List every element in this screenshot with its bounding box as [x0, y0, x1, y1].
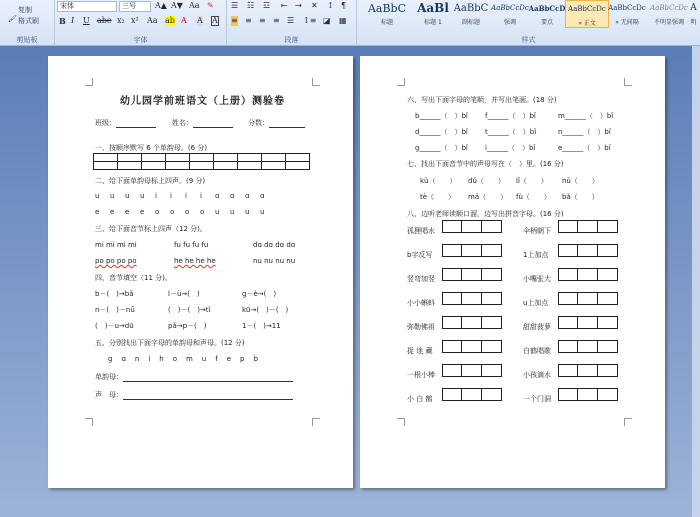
page-1[interactable]	[48, 56, 353, 488]
corner-mark	[624, 78, 632, 86]
style-strong[interactable]: AaBbCcD 要点	[528, 4, 566, 26]
vowels-field[interactable]: 单韵母：	[95, 372, 293, 382]
q2-letter: u	[110, 192, 115, 200]
q2-row-2	[95, 208, 275, 216]
page-2[interactable]	[360, 56, 665, 488]
q6-item: t______（ ）bǐ	[485, 128, 537, 136]
q8-answer-boxes[interactable]	[558, 244, 618, 257]
q2-letter: ɑ	[215, 192, 220, 200]
q2-letter: i	[185, 192, 187, 200]
font-name-select[interactable]: 宋体	[57, 1, 117, 12]
q8-answer-boxes[interactable]	[442, 316, 502, 329]
q2-letter: e	[95, 208, 100, 216]
q8-answer-boxes[interactable]	[558, 340, 618, 353]
q2-letter: o	[185, 208, 190, 216]
q4-item: ( )－u→dū	[95, 322, 134, 330]
corner-mark	[312, 418, 320, 426]
q8-answer-boxes[interactable]	[442, 388, 502, 401]
q2-letter: o	[170, 208, 175, 216]
paragraph-group	[227, 0, 357, 46]
corner-mark	[85, 78, 93, 86]
q2-letter: i	[200, 192, 202, 200]
styles-group	[357, 0, 700, 46]
q2-letter: u	[95, 192, 100, 200]
format-painter-button[interactable]: 格式刷	[18, 17, 39, 25]
bold-icon[interactable]: B	[59, 16, 66, 26]
q3-syllables: fu fu fu fu	[174, 241, 209, 249]
q2-letter: u	[140, 192, 145, 200]
q8-phrase: 竖弯加竖	[407, 275, 435, 283]
corner-mark	[397, 418, 405, 426]
font-size-select[interactable]: 三号	[119, 1, 151, 12]
multilevel-list-icon[interactable]: ☲	[263, 1, 271, 10]
chinese-layout-icon[interactable]: ✕	[311, 1, 318, 10]
style-normal[interactable]: AaBbCcDc » 正文	[565, 0, 609, 28]
q8-phrase: 小 白 鹅	[407, 395, 433, 403]
grow-font-icon[interactable]: A▲	[155, 1, 167, 10]
question-4: 四、音节填空（11 分)。	[95, 274, 172, 282]
style-more[interactable]: A 明	[690, 3, 697, 26]
q6-item: i______（ ）bǐ	[485, 144, 536, 152]
highlight-icon[interactable]: ab	[165, 16, 175, 25]
numbering-icon[interactable]: ☷	[247, 1, 255, 10]
q7-item: mǎ（ ）	[468, 193, 508, 201]
q4-item: n－( )－nǚ	[95, 306, 135, 314]
q8-phrase: 小嘴张大	[523, 275, 551, 283]
q8-phrase: b字反写	[407, 251, 433, 259]
q4-item: g－è→( )	[242, 290, 277, 298]
clear-format-icon[interactable]: ✎	[207, 1, 214, 10]
line-spacing-icon[interactable]: ↕≡	[303, 16, 317, 25]
format-painter-icon: 🖌	[8, 15, 17, 23]
q8-phrase: 一个门洞	[523, 395, 551, 403]
q2-letter: ɑ	[260, 192, 265, 200]
q8-phrase: 伞柄朝下	[523, 227, 551, 235]
q6-item: e______（ ）bǐ	[558, 144, 611, 152]
q4-item: 1－( )→11	[242, 322, 281, 330]
q8-answer-boxes[interactable]	[558, 388, 618, 401]
q8-answer-boxes[interactable]	[442, 292, 502, 305]
q4-item: l－ù→( )	[168, 290, 200, 298]
shading-icon[interactable]: ◪	[323, 16, 331, 25]
q2-letter: u	[260, 208, 265, 216]
question-8: 八、边听老师读顺口溜，边写出拼音字母。(16 分)	[407, 210, 564, 218]
subscript-icon[interactable]: x₂	[117, 16, 125, 25]
q8-answer-boxes[interactable]	[558, 364, 618, 377]
q8-phrase: 捉 迷 藏	[407, 347, 433, 355]
q2-letter: e	[110, 208, 115, 216]
text-effect-icon[interactable]: Aa	[147, 16, 158, 25]
q8-phrase: 弥勒佛祖	[407, 323, 435, 331]
style-subtitle[interactable]: AaBbC 副标题	[453, 3, 489, 26]
q4-item: kū→( )－( )	[242, 306, 289, 314]
q3-syllables: po po po po	[95, 257, 137, 265]
style-no-spacing[interactable]: AaBbCcDc » 无间隔	[608, 4, 646, 26]
shrink-font-icon[interactable]: A▼	[171, 1, 183, 10]
corner-mark	[312, 78, 320, 86]
q7-item: bǎ（ ）	[562, 193, 599, 201]
q7-item: lǐ（ ）	[516, 177, 548, 185]
styles-group-label: 样式	[521, 36, 536, 44]
q8-phrase: 孤狸唱水	[407, 227, 435, 235]
class-field[interactable]: 班级：	[95, 118, 156, 128]
copy-button[interactable]: 复制	[18, 6, 32, 14]
q8-answer-boxes[interactable]	[442, 340, 502, 353]
q2-letter: e	[140, 208, 145, 216]
q4-item: b－( )→bǎ	[95, 290, 134, 298]
q6-item: g______（ ）bǐ	[415, 144, 468, 152]
q8-phrase: 白鹤唱歌	[523, 347, 551, 355]
increase-indent-icon[interactable]: ⇥	[295, 1, 302, 10]
q7-item: kǔ（ ）	[420, 177, 457, 185]
q4-item: ( )－( )→tì	[168, 306, 211, 314]
font-group	[55, 0, 227, 46]
font-color-icon[interactable]: A	[181, 16, 187, 25]
superscript-icon[interactable]: x²	[131, 16, 139, 25]
question-6: 六、写出下面字母的笔顺，并写出笔画。(18 分)	[407, 96, 557, 104]
q2-letter: u	[125, 192, 130, 200]
q7-item: tè（ ）	[420, 193, 456, 201]
char-shading-icon[interactable]: A	[197, 16, 203, 25]
q2-letter: o	[155, 208, 160, 216]
change-case-icon[interactable]: Aa	[189, 1, 200, 10]
q6-item: b______（ ）bǐ	[415, 112, 468, 120]
question-1: 一、按顺序默写 6 个单韵母。(6 分)	[95, 144, 208, 152]
q2-letter: ɑ	[230, 192, 235, 200]
bullets-icon[interactable]: ☰	[231, 1, 239, 10]
q7-item: nǔ（ ）	[562, 177, 599, 185]
page-title: 幼儿园学前班语文（上册）测验卷	[120, 96, 285, 107]
q8-answer-boxes[interactable]	[442, 244, 502, 257]
q8-answer-boxes[interactable]	[442, 364, 502, 377]
italic-icon[interactable]: I	[71, 16, 75, 25]
answer-grid-q1[interactable]	[93, 153, 310, 170]
q2-letter: ɑ	[245, 192, 250, 200]
q8-phrase: u上加点	[523, 299, 549, 307]
corner-mark	[397, 78, 405, 86]
align-right-icon[interactable]: ≡	[259, 16, 266, 25]
q8-phrase: 一根小棒	[407, 371, 435, 379]
question-7: 七、找出下面音节中的声母写在（ ）里。(16 分)	[407, 160, 564, 168]
underline-icon[interactable]: U	[83, 16, 90, 25]
q6-item: n______（ ）bǐ	[558, 128, 611, 136]
q8-answer-boxes[interactable]	[442, 220, 502, 233]
corner-mark	[624, 418, 632, 426]
q8-answer-boxes[interactable]	[558, 316, 618, 329]
q3-syllables: dɑ dɑ dɑ dɑ	[253, 241, 296, 249]
q2-letter: o	[200, 208, 205, 216]
strikethrough-icon[interactable]: abe	[97, 16, 112, 25]
q6-item: f______（ ）bǐ	[485, 112, 536, 120]
question-3: 三、给下面音节标上四声（12 分)。	[95, 225, 207, 233]
distribute-icon[interactable]: ☰	[287, 16, 295, 25]
score-field[interactable]: 分数：	[248, 118, 305, 128]
q6-item: d______（ ）bǐ	[415, 128, 468, 136]
q2-letter: u	[230, 208, 235, 216]
ribbon	[0, 0, 700, 46]
paragraph-group-label: 段落	[284, 36, 299, 44]
q8-phrase: 甜甜菠萝	[523, 323, 551, 331]
clipboard-group-label: 剪贴板	[16, 36, 38, 44]
q7-item: dǔ（ ）	[468, 177, 505, 185]
clipboard-group	[0, 0, 55, 46]
q8-answer-boxes[interactable]	[442, 268, 502, 281]
corner-mark	[85, 418, 93, 426]
style-subtle-emphasis[interactable]: AaBbCcDc 不明显强调	[650, 4, 688, 26]
q2-letter: i	[155, 192, 157, 200]
q3-syllables: nu nu nu nu	[253, 257, 296, 265]
q2-letter: u	[215, 208, 220, 216]
question-2: 二、给下面单韵母标上四声。(9 分)	[95, 177, 206, 185]
q8-phrase: 1上加点	[523, 251, 549, 259]
q5-letters: g ɑ n i h o m u f e p b	[108, 355, 259, 363]
borders-icon[interactable]: ▦	[339, 16, 347, 25]
style-title[interactable]: AaBbC 标题	[367, 2, 407, 26]
q7-item: fù（ ）	[516, 193, 551, 201]
align-left-icon[interactable]: ≡	[231, 16, 238, 25]
q3-syllables: he he he he	[174, 257, 216, 265]
q8-answer-boxes[interactable]	[558, 268, 618, 281]
q8-answer-boxes[interactable]	[558, 292, 618, 305]
q8-phrase: 小孩滴水	[523, 371, 551, 379]
decrease-indent-icon[interactable]: ⇤	[281, 1, 288, 10]
style-heading1[interactable]: AaBl 标题 1	[417, 1, 449, 26]
sort-icon[interactable]: ↕	[327, 1, 334, 10]
q2-letter: i	[170, 192, 172, 200]
align-center-icon[interactable]: ≡	[245, 16, 252, 25]
font-group-label: 字体	[133, 36, 148, 44]
name-field[interactable]: 姓名：	[172, 118, 233, 128]
q2-row-1	[95, 192, 275, 200]
initials-field[interactable]: 声 母：	[95, 390, 293, 400]
show-marks-icon[interactable]: ¶	[341, 1, 347, 10]
q6-item: m______（ ）bǐ	[558, 112, 614, 120]
vertical-scrollbar[interactable]	[692, 46, 700, 517]
q3-syllables: mi mi mi mi	[95, 241, 137, 249]
q8-answer-boxes[interactable]	[558, 220, 618, 233]
question-5: 五、分别找出下面字母的单韵母和声母。(12 分)	[95, 339, 245, 347]
char-border-icon[interactable]: A	[212, 16, 218, 25]
q4-item: pǎ→p－( )	[168, 322, 207, 330]
style-emphasis[interactable]: AaBbCcDc 强调	[491, 4, 529, 26]
justify-icon[interactable]: ≡	[273, 16, 280, 25]
q2-letter: e	[125, 208, 130, 216]
q2-letter: u	[245, 208, 250, 216]
q8-phrase: 小小蝌蚪	[407, 299, 435, 307]
